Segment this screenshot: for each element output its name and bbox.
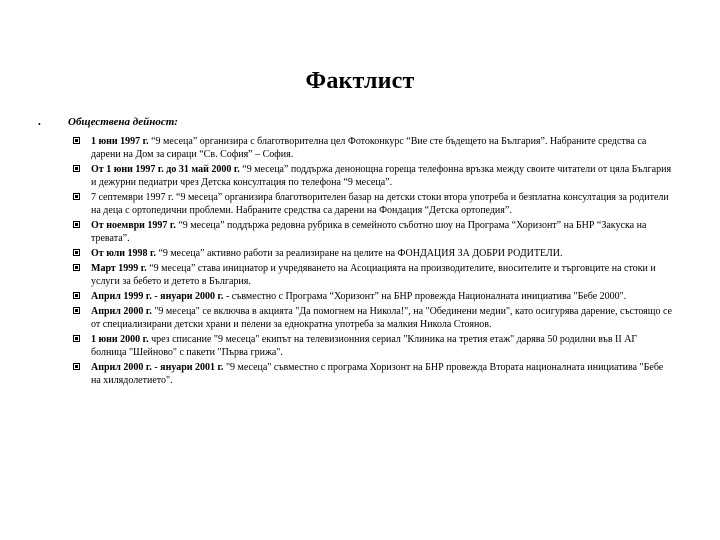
item-date: Април 1999 г. - януари 2000 г. [91,291,224,302]
item-date: Април 2000 г. [91,306,152,317]
item-date: От ноември 1997 г. [91,220,176,231]
item-text: "9 месеца" се включва в акцията "Да помогнем на Никола!", на "Обединени медии", като осигурява дарение, състоящо се от специализирани детски храни и пелени за еднократна употреба за малкия Никола Стоянов. [91,306,672,330]
item-text: чрез списание "9 месеца" екипът на телевизионния сериал "Клиника на третия етаж" дарява 50 родилни във II АГ болница "Шейново" с пакети "Първа грижа". [91,334,638,358]
checkbox-bullet-icon [73,363,80,370]
item-date: От юли 1998 г. [91,248,156,259]
item-date: 1 юни 1997 г. [91,136,149,147]
item-date: 1 юни 2000 г. [91,334,149,345]
checkbox-bullet-icon [73,264,80,271]
list-item [73,305,673,331]
item-date: Април 2000 г. - януари 2001 г. [91,362,224,373]
item-text: “9 месеца” организира с благотворителна цел Фотоконкурс “Вие сте бъдещето на България”. Набраните средства са дарени на Дом за сираци “Св. София” – София. [91,136,647,160]
list-item [73,247,673,260]
checkbox-bullet-icon [73,193,80,200]
checkbox-bullet-icon [73,307,80,314]
checkbox-bullet-icon [73,292,80,299]
section-heading: Обществена дейност: [68,116,178,128]
item-text: 7 септември 1997 г. “9 месеца” организира благотворителен базар на детски стоки втора употреба и безплатна консултация за родители на деца с ортопедични проблеми. Набраните средства са дарени на Фондация “Детска ортопедия”. [91,192,669,216]
list-item [73,290,673,303]
checkbox-bullet-icon [73,221,80,228]
checkbox-bullet-icon [73,335,80,342]
item-text: “9 месеца” активно работи за реализиране на целите на ФОНДАЦИЯ ЗА ДОБРИ РОДИТЕЛИ. [155,248,563,259]
item-text: - съвместно с Програма “Хоризонт” на БНР провежда Националната инициатива "Бебе 2000". [223,291,627,302]
item-text: “9 месеца” поддържа редовна рубрика в семейното съботно шоу на Програма “Хоризонт” на БНР “Закуска на тревата”. [91,220,647,244]
list-item [73,163,673,189]
list-item [73,262,673,288]
checkbox-bullet-icon [73,165,80,172]
checkbox-bullet-icon [73,249,80,256]
item-text: "9 месеца" съвместно с програма Хоризонт на БНР провежда Втората националната инициатива "Бебе на хилядолетието". [91,362,664,386]
item-text: “9 месеца” поддържа денонощна гореща телефонна връзка между своите читатели от цяла България и дежурни педиатри чрез Детска консултация по телефона “9 месеца”. [91,164,672,188]
item-date: Март 1999 г. [91,263,147,274]
checkbox-bullet-icon [73,137,80,144]
list-item [73,361,673,387]
activity-list [73,135,673,389]
section-bullet: • [38,120,41,129]
list-item [73,135,673,161]
item-date: От 1 юни 1997 г. до 31 май 2000 г. [91,164,240,175]
page-title: Фактлист [305,68,415,94]
item-text: “9 месеца” става инициатор и учредяването на Асоциацията на производителите, вносителите и търговците на стоки и услуги за бебето и детето в България. [91,263,656,287]
list-item [73,191,673,217]
list-item [73,219,673,245]
list-item [73,333,673,359]
